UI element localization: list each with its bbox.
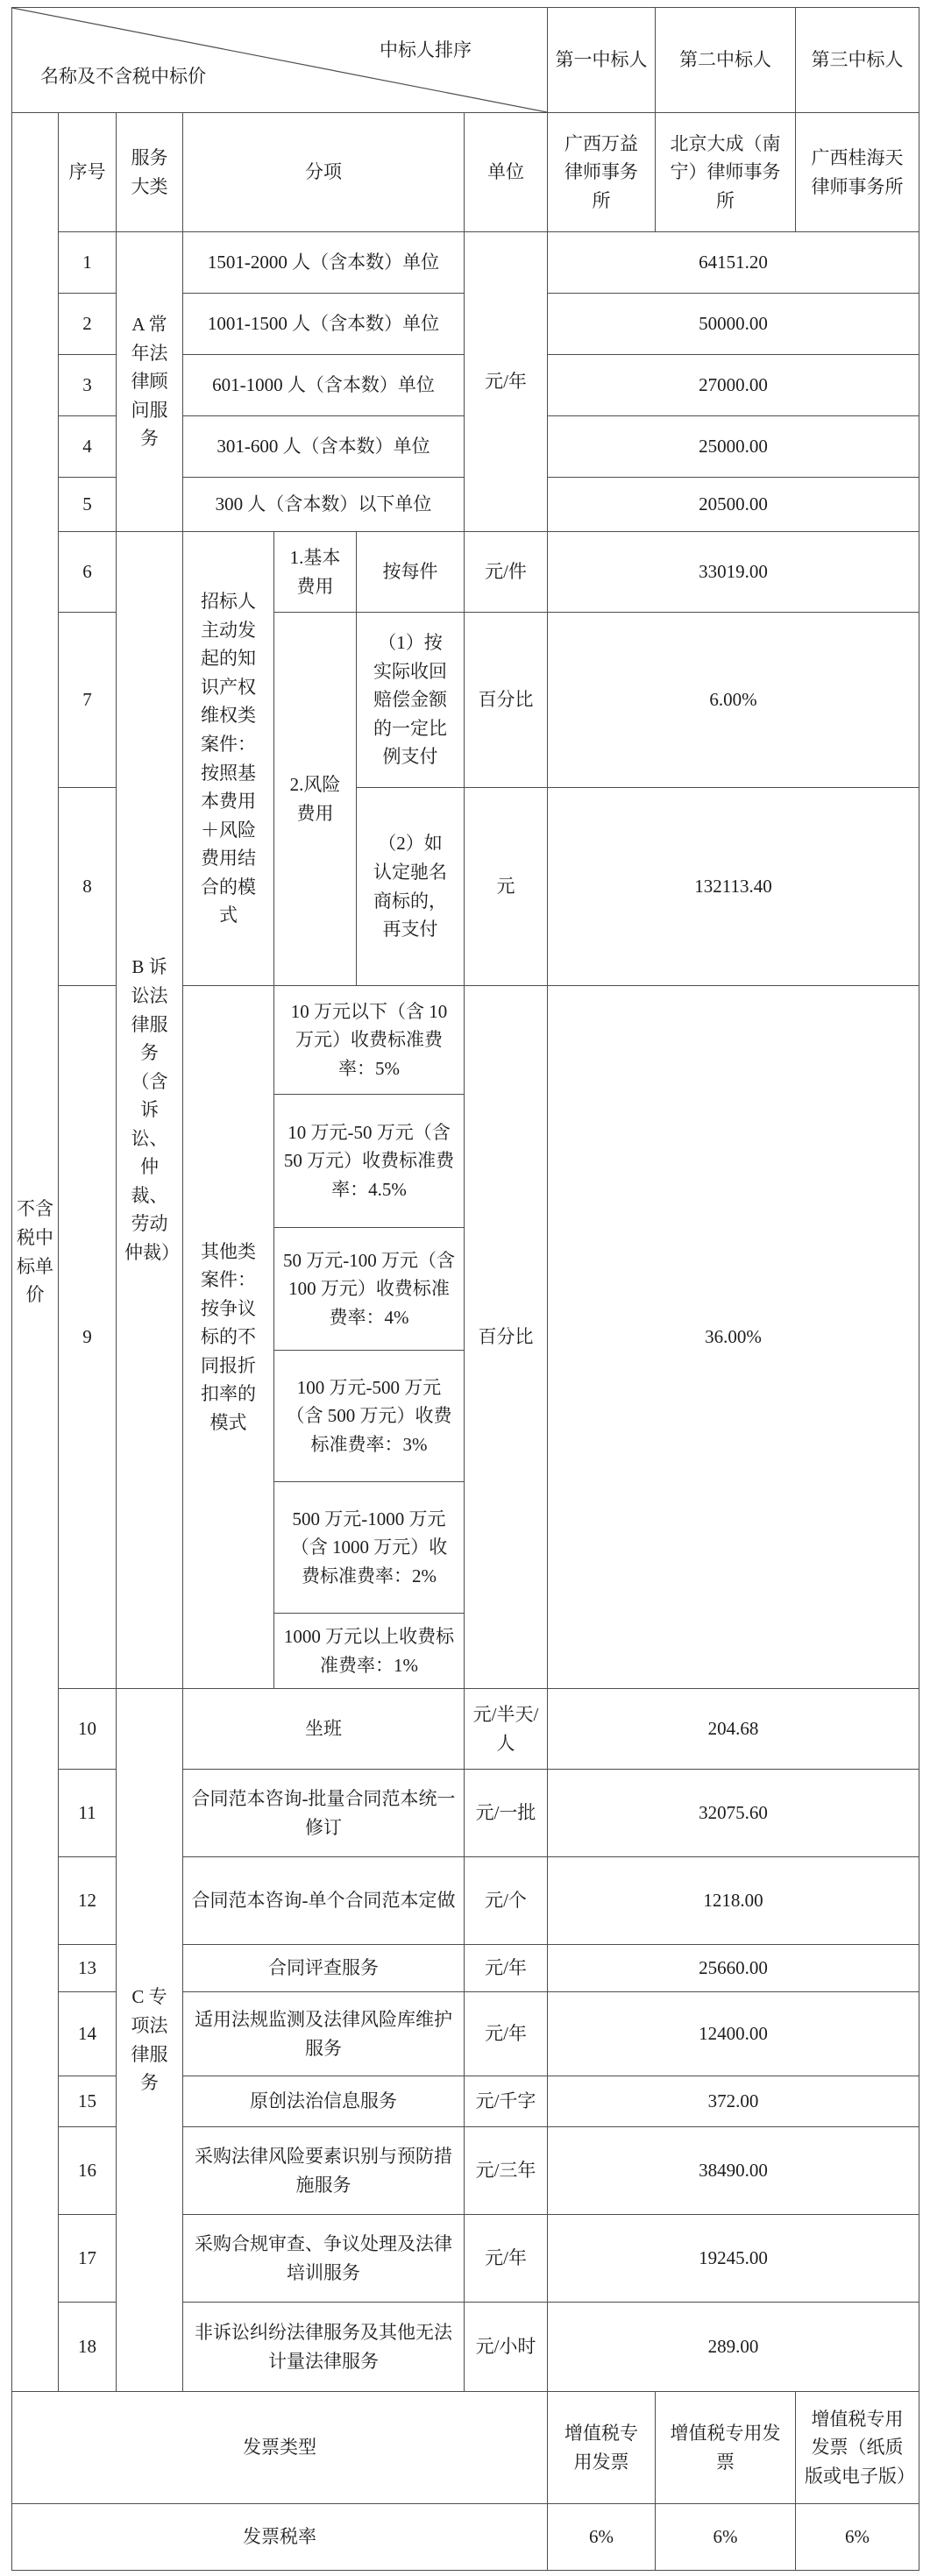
row-no: 11 [59,1770,117,1857]
firm3-name: 广西桂海天律师事务所 [796,113,919,232]
row-item: 原创法治信息服务 [183,2076,465,2127]
row-value: 50000.00 [548,294,919,355]
row-no: 8 [59,788,117,986]
col-header-item: 分项 [183,113,465,232]
row-no: 14 [59,1992,117,2076]
row-value: 32075.60 [548,1770,919,1857]
row-unit: 百分比 [465,613,548,788]
invoice-type-3: 增值税专用发票（纸质版或电子版） [796,2392,919,2504]
row-item: 301-600 人（含本数）单位 [183,416,465,478]
winner3-header: 第三中标人 [796,8,919,113]
category-b: B 诉讼法律服务（含诉讼、仲裁、劳动仲裁） [117,532,183,1689]
row-item: 合同范本咨询-批量合同范本统一修订 [183,1770,465,1857]
invoice-rate-row [12,2504,919,2571]
row-unit: 元/年 [465,232,548,532]
tier-cell: 500 万元-1000 万元（含 1000 万元）收费标准费率：2% [274,1482,465,1614]
row-item: 采购合规审查、争议处理及法律培训服务 [183,2215,465,2303]
row-value: 289.00 [548,2303,919,2392]
col-header-category: 服务大类 [117,113,183,232]
row-value: 12400.00 [548,1992,919,2076]
category-c: C 专项法律服务 [117,1689,183,2392]
invoice-type-2: 增值税专用发票 [656,2392,796,2504]
firm2-name: 北京大成（南宁）律师事务所 [656,113,796,232]
invoice-type-1: 增值税专用发票 [548,2392,656,2504]
basic-fee-cell: 1.基本费用 [274,532,357,613]
row-unit: 元/三年 [465,2127,548,2215]
tier-cell: 100 万元-500 万元（含 500 万元）收费标准费率：3% [274,1351,465,1482]
row-no: 4 [59,416,117,478]
corner-label-winner-rank: 中标人排序 [380,39,472,60]
row-item: 采购法律风险要素识别与预防措施服务 [183,2127,465,2215]
ip-case-cell: 招标人主动发起的知识产权维权类案件：按照基本费用＋风险费用结合的模式 [183,532,274,986]
row-value: 19245.00 [548,2215,919,2303]
row-item: 1001-1500 人（含本数）单位 [183,294,465,355]
row-value: 20500.00 [548,478,919,532]
row-value: 372.00 [548,2076,919,2127]
row-unit: 元/千字 [465,2076,548,2127]
row-item: （2）如认定驰名商标的，再支付 [357,788,465,986]
row-value: 204.68 [548,1689,919,1770]
col-header-unit: 单位 [465,113,548,232]
tier-cell: 50 万元-100 万元（含 100 万元）收费标准费率：4% [274,1228,465,1351]
tier-cell: 1000 万元以上收费标准费率：1% [274,1614,465,1689]
row-item: 按每件 [357,532,465,613]
row-no: 1 [59,232,117,294]
row-no: 5 [59,478,117,532]
row-value: 33019.00 [548,532,919,613]
row-value: 38490.00 [548,2127,919,2215]
row-no: 18 [59,2303,117,2392]
invoice-rate-3: 6% [796,2504,919,2571]
row-item: 非诉讼纠纷法律服务及其他无法计量法律服务 [183,2303,465,2392]
row-item: 坐班 [183,1689,465,1770]
row-unit: 元/个 [465,1857,548,1945]
firm1-name: 广西万益律师事务所 [548,113,656,232]
row-item: 合同范本咨询-单个合同范本定做 [183,1857,465,1945]
invoice-type-row [12,2392,919,2504]
row-item: （1）按实际收回赔偿金额的一定比例支付 [357,613,465,788]
row-unit: 元/件 [465,532,548,613]
invoice-rate-2: 6% [656,2504,796,2571]
other-case-cell: 其他类案件：按争议标的不同报折扣率的模式 [183,986,274,1689]
table-row [12,232,919,294]
risk-fee-cell: 2.风险费用 [274,613,357,986]
corner-cell [12,8,548,113]
row-value: 25660.00 [548,1945,919,1992]
bid-price-table [11,7,919,2571]
header-row-1 [12,8,919,113]
invoice-rate-1: 6% [548,2504,656,2571]
row-unit: 元/年 [465,1945,548,1992]
row-unit: 元/半天/人 [465,1689,548,1770]
header-row-2 [12,113,919,232]
row-unit: 元/小时 [465,2303,548,2392]
winner1-header: 第一中标人 [548,8,656,113]
row-item: 601-1000 人（含本数）单位 [183,355,465,416]
row-no: 12 [59,1857,117,1945]
row-unit: 元/年 [465,2215,548,2303]
category-a: A 常年法律顾问服务 [117,232,183,532]
tier-cell: 10 万元以下（含 10 万元）收费标准费率：5% [274,986,465,1095]
row-value: 6.00% [548,613,919,788]
row-value: 27000.00 [548,355,919,416]
row-unit: 元/年 [465,1992,548,2076]
row-unit: 元 [465,788,548,986]
row-value: 36.00% [548,986,919,1689]
row-item: 300 人（含本数）以下单位 [183,478,465,532]
table-row [12,1689,919,1770]
row-no: 6 [59,532,117,613]
invoice-type-label: 发票类型 [12,2392,548,2504]
row-item: 适用法规监测及法律风险库维护服务 [183,1992,465,2076]
row-value: 25000.00 [548,416,919,478]
corner-label-name-price: 名称及不含税中标价 [40,66,206,88]
row-unit: 百分比 [465,986,548,1689]
row-no: 9 [59,986,117,1689]
table-row [12,532,919,613]
row-no: 7 [59,613,117,788]
row-no: 16 [59,2127,117,2215]
tier-cell: 10 万元-50 万元（含 50 万元）收费标准费率：4.5% [274,1095,465,1228]
row-value: 132113.40 [548,788,919,986]
row-value: 64151.20 [548,232,919,294]
row-item: 1501-2000 人（含本数）单位 [183,232,465,294]
winner2-header: 第二中标人 [656,8,796,113]
left-vertical-label: 不含税中标单价 [12,113,59,2392]
row-no: 15 [59,2076,117,2127]
invoice-rate-label: 发票税率 [12,2504,548,2571]
row-no: 2 [59,294,117,355]
row-value: 1218.00 [548,1857,919,1945]
row-unit: 元/一批 [465,1770,548,1857]
row-no: 17 [59,2215,117,2303]
row-item: 合同评查服务 [183,1945,465,1992]
row-no: 13 [59,1945,117,1992]
row-no: 3 [59,355,117,416]
row-no: 10 [59,1689,117,1770]
col-header-no: 序号 [59,113,117,232]
